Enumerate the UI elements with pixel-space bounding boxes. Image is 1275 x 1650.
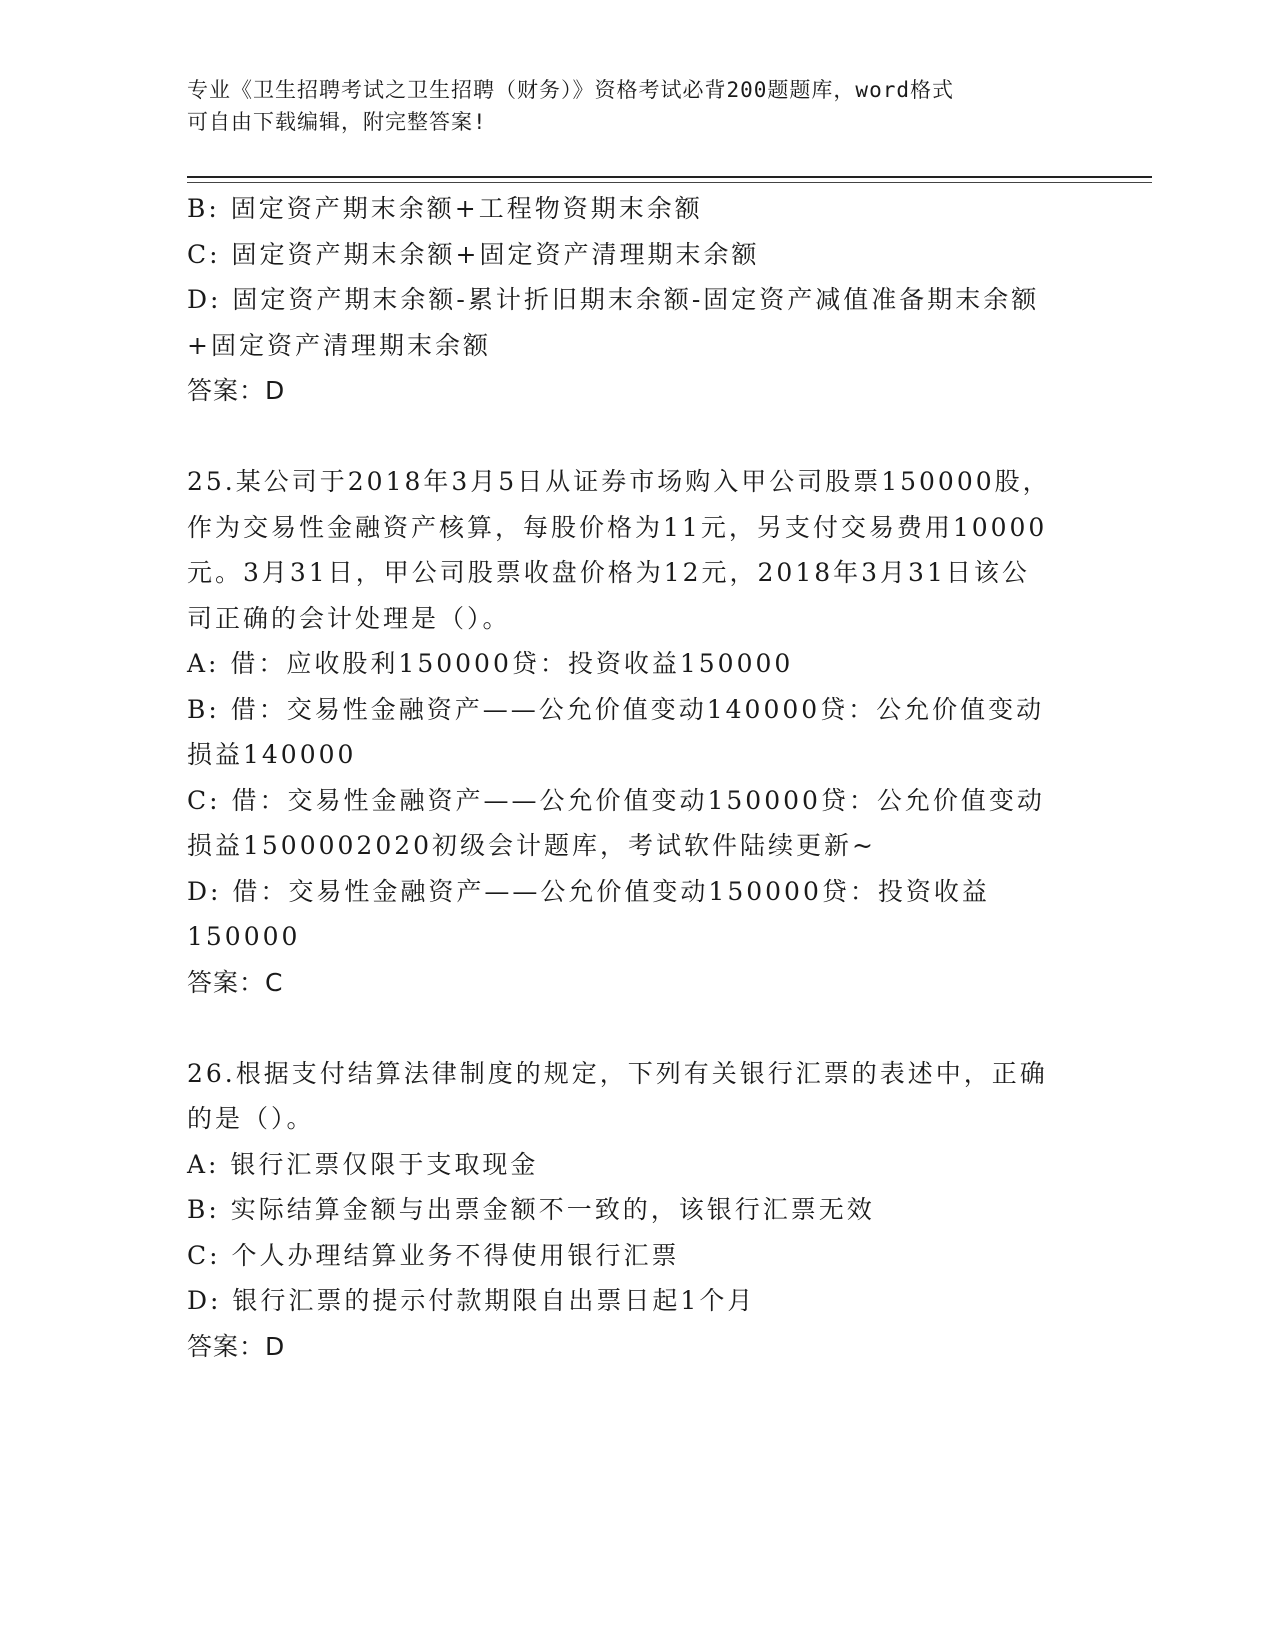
q26-answer: 答案：D [187,1331,286,1361]
question-26 [187,1051,1087,1370]
q25-option-d-line-2: 150000 [187,922,301,951]
q25-answer: 答案：C [187,967,284,997]
header-divider-thick [187,176,1152,178]
question-25 [187,459,1087,1005]
q24-option-b: B: 固定资产期末余额+工程物资期末余额 [187,194,703,223]
q26-option-b: B: 实际结算金额与出票金额不一致的，该银行汇票无效 [187,1195,875,1224]
header-divider-thin [187,182,1152,183]
q24-option-c: C: 固定资产期末余额+固定资产清理期末余额 [187,239,760,269]
q26-stem-line-2: 的是（）。 [187,1104,315,1133]
q25-option-b-line-1: B: 借：交易性金融资产——公允价值变动140000贷：公允价值变动 [187,694,1045,724]
q25-stem-line-2: 作为交易性金融资产核算，每股价格为11元，另支付交易费用10000 [187,512,1048,542]
q25-stem-line-4: 司正确的会计处理是（）。 [187,603,511,633]
q26-option-d: D: 银行汇票的提示付款期限自出票日起1个月 [187,1286,756,1315]
question-content [187,186,1087,1369]
q24-answer: 答案：D [187,376,286,405]
q25-option-b-line-2: 损益140000 [187,740,357,769]
q24-option-d-line-2: +固定资产清理期末余额 [187,330,491,360]
q25-stem-line-1: 25.某公司于2018年3月5日从证券市场购入甲公司股票150000股， [187,467,1051,496]
q25-option-c-line-2: 损益1500002020初级会计题库，考试软件陆续更新~ [187,831,877,860]
header-title-line-1: 专业《卫生招聘考试之卫生招聘（财务）》资格考试必背200题题库，word格式 [187,78,954,102]
header-title-line-2: 可自由下载编辑，附完整答案! [187,110,487,134]
document-header [187,74,1087,138]
q26-option-c: C: 个人办理结算业务不得使用银行汇票 [187,1240,680,1270]
q24-option-d-line-1: D: 固定资产期末余额-累计折旧期末余额-固定资产减值准备期末余额 [187,285,1040,314]
q25-option-a: A: 借：应收股利150000贷：投资收益150000 [187,649,794,678]
q25-option-c-line-1: C: 借：交易性金融资产——公允价值变动150000贷：公允价值变动 [187,785,1045,815]
q25-option-d-line-1: D: 借：交易性金融资产——公允价值变动150000贷：投资收益 [187,876,990,906]
q26-option-a: A: 银行汇票仅限于支取现金 [187,1149,539,1179]
spacer [187,1005,1087,1051]
q26-stem-line-1: 26.根据支付结算法律制度的规定，下列有关银行汇票的表述中，正确 [187,1058,1048,1088]
q25-stem-line-3: 元。3月31日，甲公司股票收盘价格为12元，2018年3月31日该公 [187,558,1030,587]
spacer [187,414,1087,460]
question-24-tail [187,186,1087,414]
